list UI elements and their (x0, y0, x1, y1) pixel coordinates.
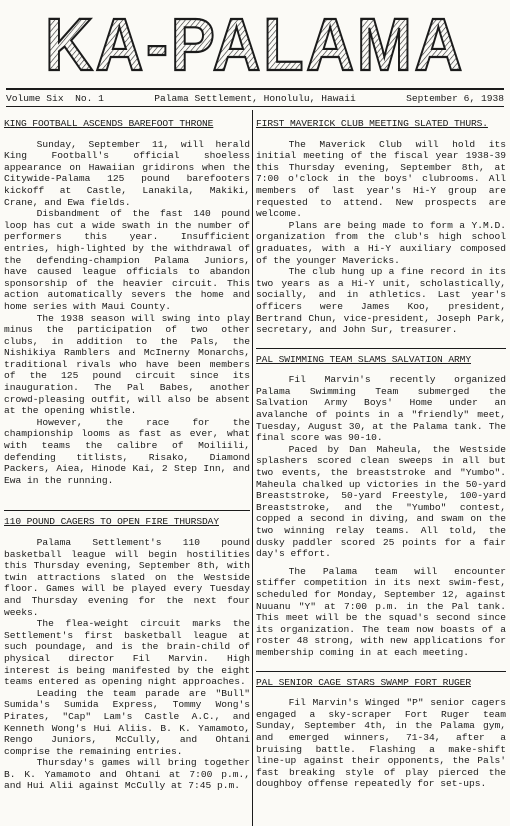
article-paragraph: Fil Marvin's Winged "P" senior cagers engaged a sky-scraper Fort Ruger team Sunday, September 4th, in the Palama gym, and emerged winners, 71-34, after a bruising battle. Flashing a make-shift line-up against their opponents, the Pals' fast breaking style of play pierced the doughboy offense repeatedly for set-ups. (256, 697, 506, 790)
article-headline: 110 POUND CAGERS TO OPEN FIRE THURSDAY (4, 510, 250, 528)
article-paragraph: Paced by Dan Maheula, the Westside splashers scored clean sweeps in all but two events, the breaststroke and "Yumbo". Maheula chalked up victories in the 50-yard Breaststroke, 50-yard Freestyle, 100-yard Breaststroke, and the "Yumbo" contest, copped a second in diving, and swam on the two winning relay teams. All told, the dusky paddler scored 25 points for a fair day's effort. (256, 443, 506, 560)
masthead (0, 4, 510, 82)
article-maverick-club (256, 118, 506, 336)
article-paragraph: The Maverick Club will hold its initial meeting of the fiscal year 1938-39 this Thursday evening, September 8th, at 7:00 o'clock in the boys' clubrooms. All members of last year's Hi-Y group are requested to attend. New prospects are welcome. (256, 138, 506, 220)
masthead-rule (6, 106, 504, 107)
article-paragraph: Palama Settlement's 110 pound basketball league will begin hostilities this Thursday evening, September 8th, with twin attractions slated on the Westside floor. Games will be played every Tuesday and Thursday evening for the next four weeks. (4, 537, 250, 618)
article-headline: PAL SWIMMING TEAM SLAMS SALVATION ARMY (256, 348, 506, 366)
article-headline: PAL SENIOR CAGE STARS SWAMP FORT RUGER (256, 671, 506, 689)
article-paragraph: The club hung up a fine record in its two years as a Hi-Y unit, scholastically, socially, and in athletics. Last year's officers were James Koo, president, Bertrand Chun, vice-president, Joseph Park, secretary, and John Sur, treasurer. (256, 266, 506, 336)
article-paragraph: Sunday, September 11, will herald King Football's official shoeless appearance on Hawaiian gridirons when the Citywide-Palama 125 pound barefooters kickoff at Castle, Lanakila, Makiki, Crane, and Ewa fields. (4, 138, 250, 208)
article-headline: FIRST MAVERICK CLUB MEETING SLATED THURS. (256, 118, 488, 129)
article-paragraph: The Palama team will encounter stiffer competition in its next swim-fest, scheduled for Monday, September 12, against Nuuanu "Y" at 7:00 p.m. in the Pal tank. This meet will be the squad's second since its organization. The team now boasts of a roster 48 strong, with new applications for membership coming in at each meeting. (256, 565, 506, 658)
article-paragraph: However, the race for the championship looms as fast as ever, what with teams the calibre of Moiliili, defending titlists, Risako, Diamond Packers, Aiea, Hinode Kai, 2 Step Inn, and Ewa in the running. (4, 416, 250, 486)
article-paragraph: Leading the team parade are "Bull" Sumida's Sumida Express, Tommy Wong's Pirates, "Cap" Lam's Castle A.C., and Kenneth Wong's Hui Aliis. B. K. Yamamoto, Rengo Juniors, McCully, and Ohtani comprise the remaining entries. (4, 687, 250, 757)
issue-date: September 6, 1938 (406, 93, 504, 104)
article-paragraph: The 1938 season will swing into play minus the participation of two other clubs, in addition to the Pals, the Nishikiya Ramblers and McInerny Monarchs, traditional rivals who have been members of the 125 pound circuit since its inauguration. The Pal Babes, another crowd-pleasing outfit, will also be absent at the opening whistle. (4, 312, 250, 417)
article-110-pound-cagers (4, 510, 250, 792)
article-headline: KING FOOTBALL ASCENDS BAREFOOT THRONE (4, 118, 214, 129)
article-paragraph: Plans are being made to form a Y.M.D. organization from the club's high school graduates, with a Hi-Y auxiliary composed of the younger Mavericks. (256, 219, 506, 266)
article-paragraph: Fil Marvin's recently organized Palama Swimming Team submerged the Salvation Army Boys' Home under an avalanche of points in a "friendly" meet, Tuesday, August 30, at the Palama tank. The final score was 90-10. (256, 374, 506, 444)
right-column (256, 118, 506, 826)
article-paragraph: The flea-weight circuit marks the Settlement's first basketball league at such poundage, and is the brain-child of physical director Fil Marvin. High interest is being manifested by the eight teams entered as opening night approaches. (4, 618, 250, 688)
issue-info-bar (6, 88, 504, 104)
article-senior-cage-stars (256, 671, 506, 790)
left-column (4, 118, 250, 826)
masthead-logo (0, 4, 510, 82)
article-pal-swimming (256, 348, 506, 659)
masthead-title: KA-PALAMA (45, 4, 465, 82)
article-king-football (4, 118, 250, 486)
column-divider (252, 110, 253, 826)
volume-number: Volume Six No. 1 (6, 93, 104, 104)
publication-place: Palama Settlement, Honolulu, Hawaii (154, 93, 356, 104)
article-paragraph: Thursday's games will bring together B. K. Yamamoto and Ohtani at 7:00 p.m., and Hui Alii against McCully at 7:45 p.m. (4, 757, 250, 792)
article-paragraph: Disbandment of the fast 140 pound loop has cut a wide swath in the number of performers this year. Insufficient entries, high-lighted by the withdrawal of the defending-champion Palama Juniors, have caused league officials to abandon sponsorship of the heavier circuit. This action automatically severs the home and home series with Maui County. (4, 208, 250, 312)
